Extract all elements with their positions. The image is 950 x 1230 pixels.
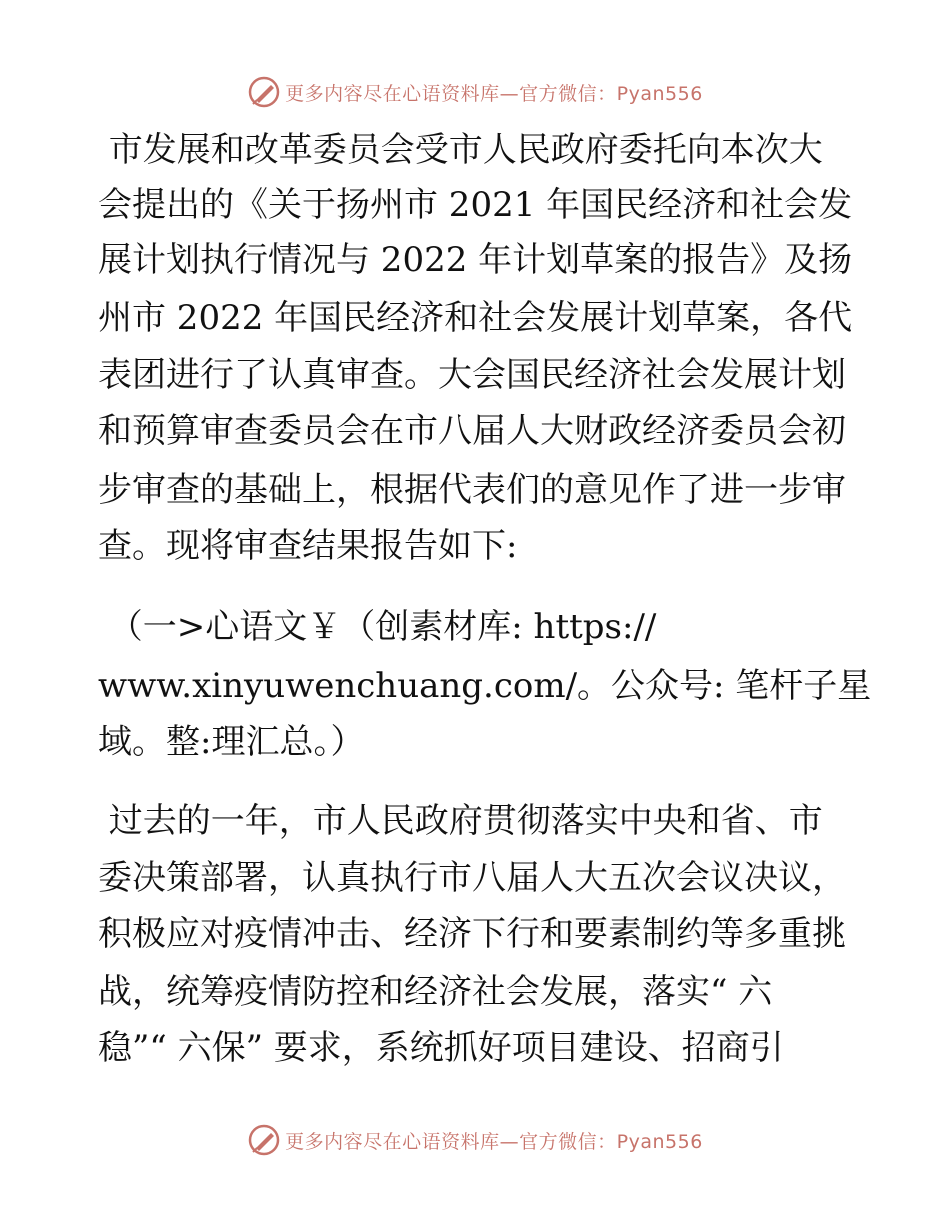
- paragraph-line: 市发展和改革委员会受市人民政府委托向本次大: [98, 130, 823, 170]
- paragraph-line: 展计划执行情况与 2022 年计划草案的报告》及扬: [98, 240, 853, 280]
- paragraph-line: 积极应对疫情冲击、经济下行和要素制约等多重挑: [98, 914, 846, 954]
- paragraph-line: 步审查的基础上，根据代表们的意见作了进一步审: [98, 470, 846, 510]
- paragraph-line: 查。现将审查结果报告如下:: [98, 526, 518, 566]
- paragraph-line: www.xinyuwenchuang.com/。公众号: 笔杆子星: [98, 666, 872, 706]
- paragraph-line: 过去的一年，市人民政府贯彻落实中央和省、市: [98, 801, 823, 841]
- header-watermark-banner: [0, 72, 950, 112]
- paragraph-line: （一>心语文￥（创素材库: https://: [98, 607, 657, 647]
- quill-seal-icon: [247, 1123, 281, 1157]
- footer-watermark-banner: [0, 1120, 950, 1160]
- paragraph-line: 战，统筹疫情防控和经济社会发展，落实“ 六: [98, 972, 773, 1012]
- paragraph-line: 稳”“ 六保” 要求，系统抓好项目建设、招商引: [98, 1028, 784, 1068]
- footer-watermark-text: 更多内容尽在心语资料库—官方微信：Pyan556: [285, 1130, 703, 1153]
- paragraph-line: 州市 2022 年国民经济和社会发展计划草案，各代: [98, 298, 853, 338]
- paragraph-line: 表团进行了认真审查。大会国民经济社会发展计划: [98, 355, 846, 395]
- paragraph-line: 和预算审查委员会在市八届人大财政经济委员会初: [98, 411, 846, 451]
- paragraph-line: 会提出的《关于扬州市 2021 年国民经济和社会发: [98, 185, 853, 225]
- paragraph-line: 委决策部署，认真执行市八届人大五次会议决议，: [98, 858, 846, 898]
- quill-seal-icon: [247, 75, 281, 109]
- paragraph-line: 域。整:理汇总。）: [98, 722, 365, 762]
- header-watermark-text: 更多内容尽在心语资料库—官方微信：Pyan556: [285, 82, 703, 105]
